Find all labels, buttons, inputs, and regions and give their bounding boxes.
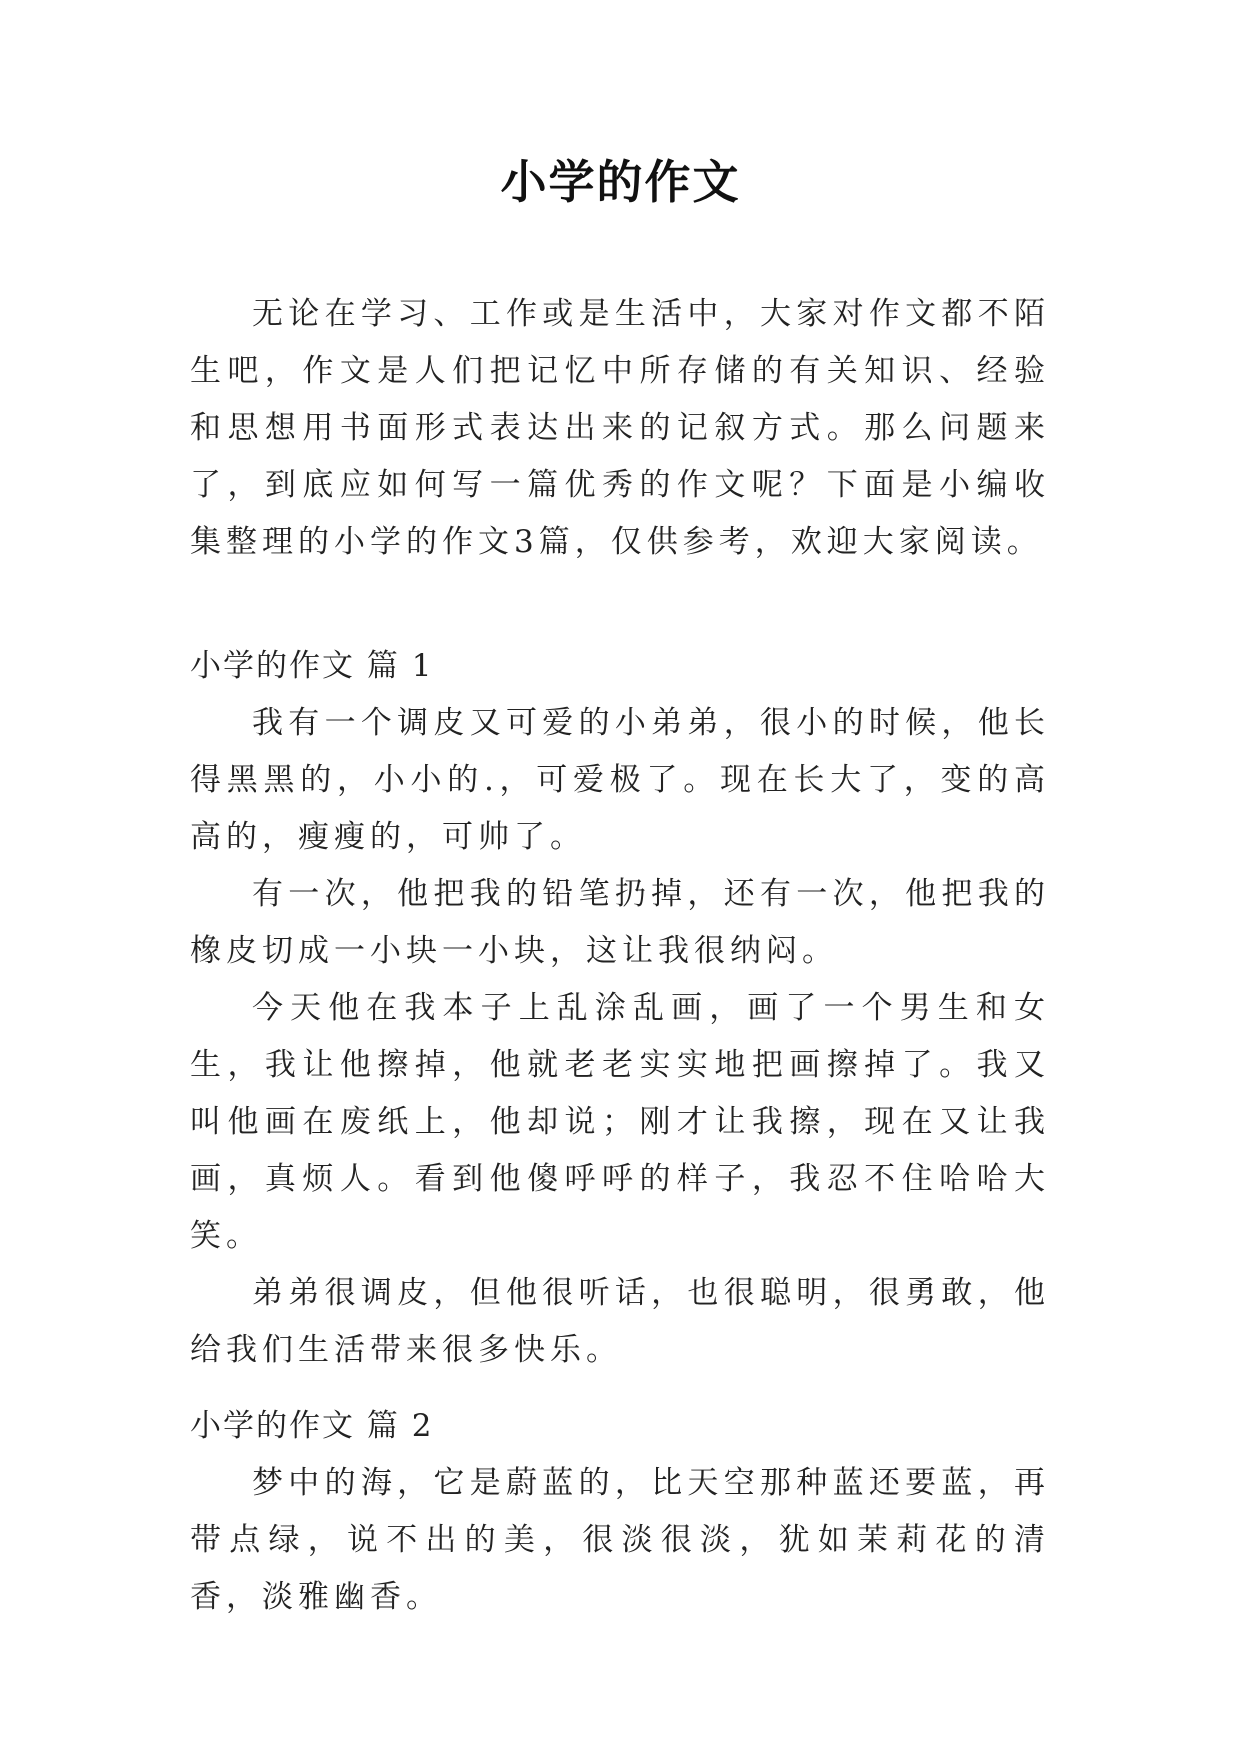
intro-paragraph: 无论在学习、工作或是生活中，大家对作文都不陌生吧，作文是人们把记忆中所存储的有关知识、经验和思想用书面形式表达出来的记叙方式。那么问题来了，到底应如何写一篇优秀的作文呢？下面是小编收集整理的小学的作文3篇，仅供参考，欢迎大家阅读。 <box>190 296 1050 560</box>
intro-block <box>190 286 1050 571</box>
section-1-body <box>190 695 1050 1379</box>
paragraph: 今天他在我本子上乱涂乱画，画了一个男生和女生，我让他擦掉，他就老老实实地把画擦掉了。我又叫他画在废纸上，他却说；刚才让我擦，现在又让我画，真烦人。看到他傻呼呼的样子，我忍不住哈哈大笑。 <box>190 990 1050 1254</box>
paragraph: 弟弟很调皮，但他很听话，也很聪明，很勇敢，他给我们生活带来很多快乐。 <box>190 1275 1050 1368</box>
paragraph: 我有一个调皮又可爱的小弟弟，很小的时候，他长得黑黑的，小小的.，可爱极了。现在长大了，变的高高的，瘦瘦的，可帅了。 <box>190 705 1050 855</box>
section-2-body <box>190 1455 1050 1626</box>
section-2-heading-block <box>190 1398 1050 1455</box>
section-heading: 小学的作文 篇 1 <box>190 648 434 684</box>
section-heading: 小学的作文 篇 2 <box>190 1408 434 1444</box>
document-title: 小学的作文 <box>500 155 741 209</box>
paragraph: 梦中的海，它是蔚蓝的，比天空那种蓝还要蓝，再带点绿，说不出的美，很淡很淡，犹如茉莉花的清香，淡雅幽香。 <box>190 1465 1050 1615</box>
section-1-heading-block <box>190 638 1050 695</box>
paragraph: 有一次，他把我的铅笔扔掉，还有一次，他把我的橡皮切成一小块一小块，这让我很纳闷。 <box>190 876 1050 969</box>
